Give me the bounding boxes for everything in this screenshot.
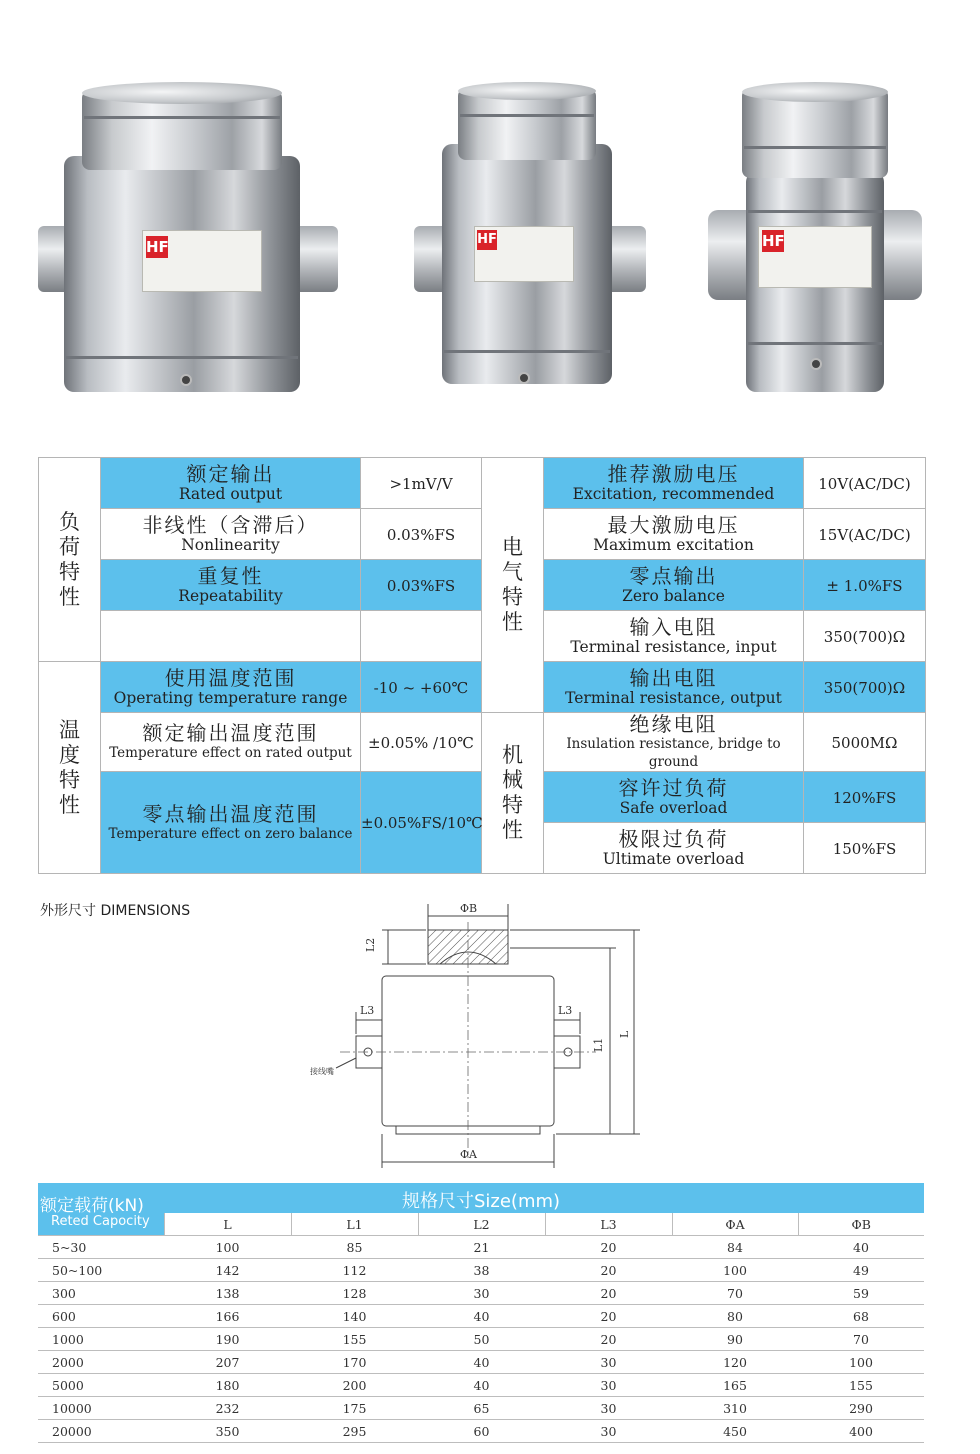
size-cell: 20 [545,1236,672,1259]
dimensions-title: 外形尺寸 DIMENSIONS [40,903,191,919]
size-cell: 232 [164,1397,291,1420]
table-row [38,1351,924,1374]
size-cell: 166 [164,1305,291,1328]
size-cell: 38 [418,1259,545,1282]
size-table-header [38,1183,924,1213]
group-load-characteristics: 负荷特性 [39,458,101,662]
table-row [38,1305,924,1328]
spec-value: 350(700)Ω [804,662,926,713]
spec-label: 额定输出 Rated output [101,458,361,509]
dim-label-L2: L2 [364,937,377,952]
size-cell: 20 [545,1282,672,1305]
spec-value: 120%FS [804,772,926,823]
dim-label-L: L [618,1030,631,1038]
size-col-head: ΦB [798,1213,924,1236]
size-cell: 100 [164,1236,291,1259]
size-cell: 70 [672,1282,798,1305]
size-row-capacity: 5~30 [38,1236,164,1259]
spec-value: ±0.05% /10℃ [361,713,482,772]
spec-label: 零点输出 Zero balance [544,560,804,611]
size-col-head: L [164,1213,291,1236]
size-row-capacity: 20000 [38,1420,164,1443]
size-cell: 68 [798,1305,924,1328]
size-cell: 84 [672,1236,798,1259]
table-row [38,1259,924,1282]
spec-label: 使用温度范围 Operating temperature range [101,662,361,713]
size-cell: 310 [672,1397,798,1420]
spec-value: ±0.05%FS/10℃ [361,772,482,874]
size-cell: 180 [164,1374,291,1397]
size-cell: 100 [798,1351,924,1374]
rated-capacity-label-en: Reted Capocity [51,1214,150,1229]
table-row [38,1236,924,1259]
spec-label: 零点输出温度范围 Temperature effect on zero balance [101,772,361,874]
size-col-head: ΦA [672,1213,798,1236]
size-row-capacity: 5000 [38,1374,164,1397]
size-cell: 112 [291,1259,418,1282]
spec-label: 重复性 Repeatability [101,560,361,611]
size-cell: 290 [798,1397,924,1420]
size-cell: 20 [545,1305,672,1328]
size-cell: 49 [798,1259,924,1282]
size-cell: 175 [291,1397,418,1420]
size-cell: 85 [291,1236,418,1259]
spec-label: 输入电阻 Terminal resistance, input [544,611,804,662]
dim-label-L3-left: L3 [360,1004,375,1017]
spec-label: 输出电阻 Terminal resistance, output [544,662,804,713]
size-cell: 128 [291,1282,418,1305]
spec-label-empty [101,611,361,662]
spec-table [38,457,926,874]
group-mechanical-characteristics: 机械特性 [482,713,544,874]
spec-value: 15V(AC/DC) [804,509,926,560]
size-cell: 90 [672,1328,798,1351]
size-cell: 142 [164,1259,291,1282]
size-col-head: L1 [291,1213,418,1236]
size-cell: 30 [545,1351,672,1374]
spec-value: >1mV/V [361,458,482,509]
spec-label: 额定输出温度范围 Temperature effect on rated output [101,713,361,772]
spec-label: 推荐激励电压 Excitation, recommended [544,458,804,509]
group-temperature-characteristics: 温度特性 [39,662,101,874]
table-row [38,1420,924,1443]
size-col-head-empty [38,1213,164,1236]
dim-label-L3-right: L3 [558,1004,573,1017]
size-cell: 40 [418,1374,545,1397]
spec-label: 极限过负荷 Ultimate overload [544,823,804,874]
table-row [38,1397,924,1420]
dim-label-L1: L1 [592,1037,605,1052]
dim-label-phiB: ΦB [460,902,478,915]
spec-value: ± 1.0%FS [804,560,926,611]
size-cell: 120 [672,1351,798,1374]
dim-label-cable: 接线嘴 [310,1067,334,1076]
size-table-title: 规格尺寸Size(mm) [401,1191,561,1212]
size-cell: 170 [291,1351,418,1374]
size-cell: 295 [291,1420,418,1443]
table-row [38,1282,924,1305]
size-table [38,1213,924,1443]
size-row-capacity: 300 [38,1282,164,1305]
size-col-head: L2 [418,1213,545,1236]
spec-value: 0.03%FS [361,560,482,611]
size-cell: 30 [545,1374,672,1397]
group-electrical-characteristics: 电气特性 [482,458,544,713]
rated-capacity-label: 额定载荷(kN) [40,1196,144,1216]
spec-value: 150%FS [804,823,926,874]
size-cell: 155 [798,1374,924,1397]
spec-label: 非线性（含滞后） Nonlinearity [101,509,361,560]
logo-icon: HF [146,238,169,256]
size-cell: 200 [291,1374,418,1397]
size-cell: 207 [164,1351,291,1374]
spec-label: 容许过负荷 Safe overload [544,772,804,823]
size-row-capacity: 600 [38,1305,164,1328]
size-cell: 65 [418,1397,545,1420]
spec-label: 绝缘电阻 Insulation resistance, bridge to ground [544,713,804,772]
size-cell: 60 [418,1420,545,1443]
dim-label-phiA: ΦA [460,1148,477,1161]
size-cell: 40 [418,1305,545,1328]
size-cell: 30 [545,1397,672,1420]
spec-value: 0.03%FS [361,509,482,560]
size-row-capacity: 2000 [38,1351,164,1374]
logo-icon: HF [477,230,497,250]
size-cell: 20 [545,1259,672,1282]
spec-value-empty [361,611,482,662]
dimension-drawing [300,896,660,1176]
product-photo-1 [30,80,350,400]
size-cell: 80 [672,1305,798,1328]
size-cell: 40 [418,1351,545,1374]
table-row [38,1328,924,1351]
size-cell: 59 [798,1282,924,1305]
spec-value: 10V(AC/DC) [804,458,926,509]
size-cell: 70 [798,1328,924,1351]
size-cell: 190 [164,1328,291,1351]
spec-label: 最大激励电压 Maximum excitation [544,509,804,560]
spec-value: 350(700)Ω [804,611,926,662]
product-photo-3 [700,80,940,400]
size-row-capacity: 10000 [38,1397,164,1420]
size-cell: 350 [164,1420,291,1443]
size-cell: 400 [798,1420,924,1443]
size-cell: 165 [672,1374,798,1397]
size-row-capacity: 50~100 [38,1259,164,1282]
table-row [38,1374,924,1397]
size-cell: 20 [545,1328,672,1351]
size-cell: 50 [418,1328,545,1351]
size-cell: 30 [545,1420,672,1443]
size-col-head: L3 [545,1213,672,1236]
size-cell: 450 [672,1420,798,1443]
size-row-capacity: 1000 [38,1328,164,1351]
size-cell: 21 [418,1236,545,1259]
logo-icon: HF [762,232,785,250]
size-cell: 140 [291,1305,418,1328]
product-photo-2 [410,80,650,400]
size-cell: 30 [418,1282,545,1305]
spec-value: 5000MΩ [804,713,926,772]
size-cell: 40 [798,1236,924,1259]
size-cell: 100 [672,1259,798,1282]
size-cell: 138 [164,1282,291,1305]
size-cell: 155 [291,1328,418,1351]
spec-value: -10 ~ +60℃ [361,662,482,713]
